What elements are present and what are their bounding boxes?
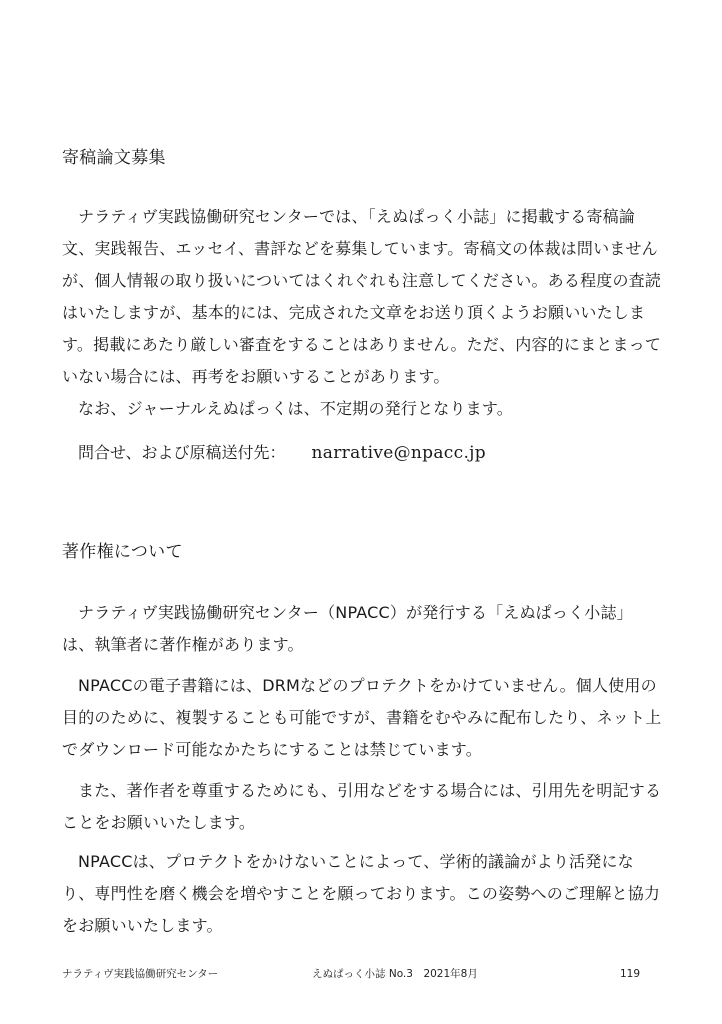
section-heading-copyright: 著作権について [62, 542, 183, 562]
section-heading-submissions: 寄稿論文募集 [62, 148, 166, 168]
contact-line [78, 441, 486, 465]
contact-email: narrative@npacc.jp [311, 443, 486, 463]
contact-label: 問合せ、および原稿送付先： [78, 443, 286, 462]
footer-issue: えぬぱっく小誌 No.3 2021年8月 [312, 968, 478, 980]
paragraph-drm-policy: NPACCの電子書籍には、DRMなどのプロテクトをかけていません。個人使用の目的のために、複製することも可能ですが、書籍をむやみに配布したり、ネット上でダウンロード可能なかたちにすることは禁じています。 [62, 676, 662, 759]
paragraph-submissions-body: ナラティヴ実践協働研究センターでは、「えぬぱっく小誌」に掲載する寄稿論文、実践報告、エッセイ、書評などを募集しています。寄稿文の体裁は問いませんが、個人情報の取り扱いについてはくれぐれも注意してください。ある程度の査読はいたしますが、基本的には、完成された文章をお送り頂くようお願いいたします。掲載にあたり厳しい審査をすることはありません。ただ、内容的にまとまっていない場合には、再考をお願いすることがあります。 [62, 207, 662, 386]
footer-publisher: ナラティヴ実践協働研究センター [62, 968, 219, 980]
paragraph-publication-note: なお、ジャーナルえぬぱっくは、不定期の発行となります。 [78, 399, 514, 418]
footer-page-number: 119 [620, 968, 641, 980]
paragraph-copyright-owner: ナラティヴ実践協働研究センター（NPACC）が発行する「えぬぱっく小誌」は、執筆者に著作権があります。 [62, 603, 633, 654]
paragraph-closing-request: NPACCは、プロテクトをかけないことによって、学術的議論がより活発になり、専門性を磨く機会を増やすことを願っております。この姿勢へのご理解と協力をお願いいたします。 [62, 852, 661, 935]
paragraph-citation-request: また、著作者を尊重するためにも、引用などをする場合には、引用先を明記することをお願いいたします。 [62, 781, 662, 832]
